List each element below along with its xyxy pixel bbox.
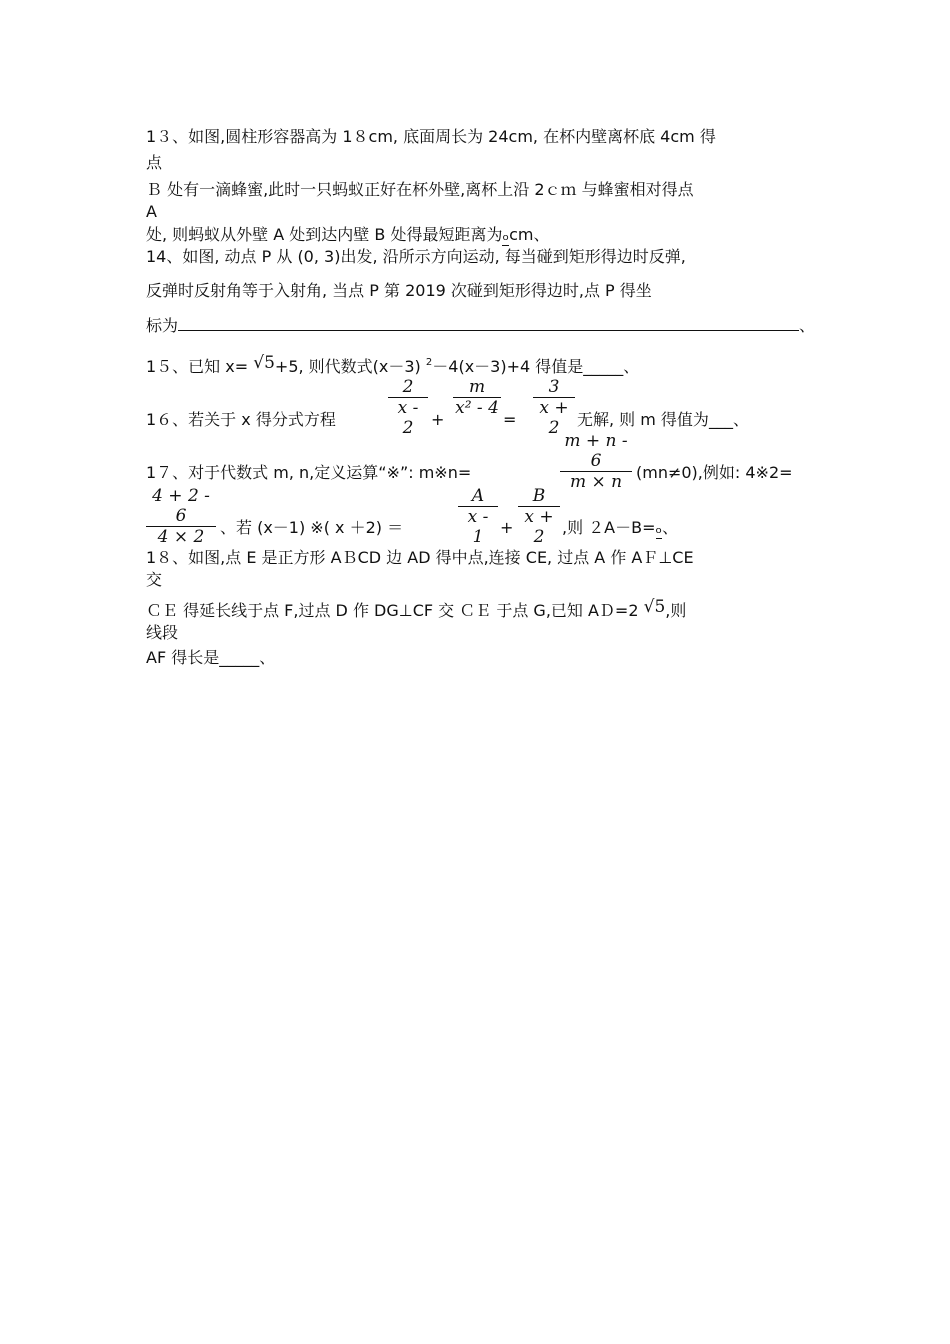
q13-answer-blank[interactable]: ₒ <box>502 225 510 244</box>
q17-example-numerator: 4 + 2 - 6 <box>152 486 210 526</box>
q18-line-2-text: ＣＥ 得延长线于点 F,过点 D 作 DG⊥CF 交 ＣＥ 于点 G,已知 AＤ=2 <box>146 601 639 620</box>
q14-line-2: 反弹时反射角等于入射角, 当点 P 第 2019 次碰到矩形得边时,点 P 得坐 <box>146 281 652 300</box>
q17-tail <box>562 518 678 539</box>
q16-suffix <box>577 410 749 430</box>
q13-line-2: Ｂ 处有一滴蜂蜜,此时一只蚂蚁正好在杯外壁,离杯上沿 2ｃｍ 与蜂蜜相对得点 <box>146 180 694 199</box>
q14-line-1: 14、如图, 动点 P 从 (0, 3)出发, 沿所示方向运动, 每当碰到矩形得边时反弹, <box>146 247 686 266</box>
q13-line-2-wrap: A <box>146 202 157 221</box>
q17-fraction-b-denominator: x + 2 <box>524 507 554 547</box>
q17-fraction-b <box>518 486 560 547</box>
q18-line-1: 1８、如图,点 E 是正方形 AＢCD 边 AD 得中点,连接 CE, 过点 A 作 AＦ⊥CE <box>146 548 694 567</box>
q15-answer-blank[interactable]: _____ <box>583 357 624 376</box>
q18-end: 、 <box>259 648 276 667</box>
q16-fraction-1-numerator: 2 <box>402 377 414 397</box>
q17-fraction-a-denominator: x - 1 <box>467 507 489 547</box>
q17-definition-fraction <box>560 431 632 492</box>
q16-fraction-2-numerator: m <box>468 377 486 397</box>
q18-answer-blank[interactable]: _____ <box>219 648 260 667</box>
q17-end: 、 <box>662 518 679 537</box>
q14-answer-blank[interactable] <box>178 314 799 331</box>
q17-fraction-a <box>458 486 498 547</box>
q17-middle: 、若 (x－1) ※( x ＋2) ＝ <box>220 518 404 537</box>
q17-fraction-b-numerator: B <box>532 486 546 506</box>
q16-fraction-2-denominator: x² - 4 <box>455 398 499 418</box>
q17-fraction-a-numerator: A <box>471 486 485 506</box>
q15-suffix-a: +5, 则代数式(x－3) <box>274 357 426 376</box>
q15-superscript: 2 <box>425 357 433 368</box>
q16-fraction-2 <box>453 377 501 418</box>
q18-line-3 <box>146 648 275 668</box>
q17-prefix: 1７、对于代数式 m, n,定义运算“※”: m※n= <box>146 463 472 482</box>
q13-line-3 <box>146 225 549 246</box>
q17-definition-denominator: m × n <box>569 472 623 492</box>
q16-plus: + <box>431 410 445 429</box>
q16-fraction-1-denominator: x - 2 <box>397 398 419 438</box>
q15-suffix-b: －4(x－3)+4 得值是 <box>432 357 584 376</box>
q16-prefix: 1６、若关于 x 得分式方程 <box>146 410 336 429</box>
q13-line-1-wrap: 点 <box>146 153 163 172</box>
q15-prefix: 1５、已知 x= <box>146 357 249 376</box>
q17-tail-text: ,则 ２A－B= <box>562 518 656 537</box>
q17-answer-blank[interactable]: ₒ <box>655 518 663 537</box>
q18-line-1-wrap: 交 <box>146 570 163 589</box>
q18-line-2-end: ,则 <box>665 601 687 620</box>
q14-line-3 <box>146 314 815 336</box>
q17-example-fraction <box>146 486 216 547</box>
q14-line-3-end: 、 <box>799 316 816 335</box>
q15-sqrt-5: √5 <box>253 353 275 373</box>
q18-line-3-text: AF 得长是 <box>146 648 220 667</box>
q15-end: 、 <box>623 357 640 376</box>
q13-line-3-unit: cm、 <box>509 225 550 244</box>
q18-line-2-wrap: 线段 <box>146 623 179 642</box>
q18-sqrt-5: √5 <box>643 597 666 617</box>
q17-definition-numerator: m + n - 6 <box>564 431 628 471</box>
q16-fraction-3-numerator: 3 <box>548 377 560 397</box>
q16-answer-blank[interactable]: ___ <box>708 410 733 429</box>
q16-fraction-3-denominator: x + 2 <box>539 398 569 438</box>
q16-suffix-text: 无解, 则 m 得值为 <box>577 410 709 429</box>
q17-plus: + <box>500 518 514 537</box>
q13-line-1: 1３、如图,圆柱形容器高为 1８cm, 底面周长为 24cm, 在杯内壁离杯底 4cm 得 <box>146 127 716 146</box>
q16-equals: = <box>503 410 517 429</box>
q16-fraction-3 <box>533 377 575 438</box>
q17-example-denominator: 4 × 2 <box>157 527 205 547</box>
q13-line-3-text: 处, 则蚂蚁从外壁 A 处到达内壁 B 处得最短距离为 <box>146 225 503 244</box>
q16-fraction-1 <box>388 377 428 438</box>
q18-line-2 <box>146 597 687 621</box>
q17-condition: (mn≠0),例如: 4※2= <box>636 463 793 482</box>
q16-end: 、 <box>732 410 749 429</box>
q14-line-3-text: 标为 <box>146 316 179 335</box>
